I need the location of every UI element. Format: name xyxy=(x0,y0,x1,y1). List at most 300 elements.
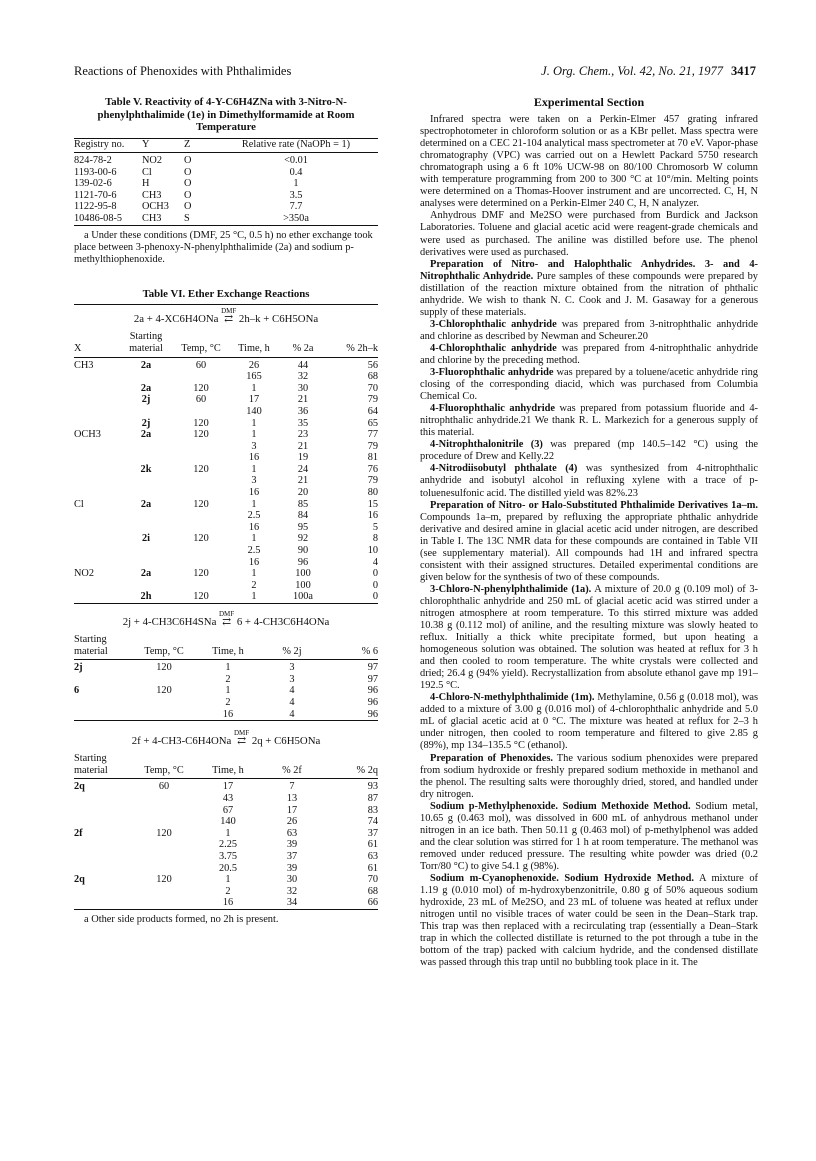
table-cell: 60 xyxy=(195,359,207,371)
table-cell: 63 xyxy=(286,827,298,839)
table-cell: Cl xyxy=(74,498,84,510)
table-cell: 2a xyxy=(140,359,152,371)
table-row xyxy=(74,371,378,383)
table-cell xyxy=(132,793,196,805)
table-cell: 35 xyxy=(297,417,309,429)
running-header: Reactions of Phenoxides with Phthalimides xyxy=(74,64,292,78)
paragraph-lead: 3-Chlorophthalic anhydride xyxy=(430,318,557,330)
table-cell: NO2 xyxy=(74,568,95,580)
table-cell: O xyxy=(184,189,192,201)
right-column xyxy=(420,96,758,969)
table-row xyxy=(74,510,378,522)
table-cell: 10 xyxy=(367,545,378,557)
table-cell xyxy=(74,406,118,418)
table-cell: 2f xyxy=(74,827,83,839)
table-cell xyxy=(74,394,118,406)
table-cell xyxy=(74,805,132,817)
table-cell: >350a xyxy=(283,213,309,225)
paragraph-text: Compounds 1a–m, prepared by refluxing the appropriate phthalic anhydride derivative and desired amine in glacial acetic acid under nitrogen, are described in Table I. The 13C NMR data for these compounds are contained in Table VII (see supplementary material). All compounds had 1H and infrared spectra consistent with their assigned structures. Detailed experimental conditions are given below for the synthesis of two of these compounds. xyxy=(420,511,758,583)
table-cell: 4 xyxy=(372,556,378,568)
table-cell xyxy=(174,545,228,557)
table-cell: 2.5 xyxy=(247,510,261,522)
table-cell: 16 xyxy=(248,556,260,568)
column-header: X xyxy=(74,342,82,354)
table-cell: 0.4 xyxy=(289,166,303,178)
table-cell: 2a xyxy=(140,568,152,580)
table-row xyxy=(74,441,378,453)
table-cell: Cl xyxy=(142,166,152,178)
paragraph xyxy=(420,584,758,692)
table-cell: 2j xyxy=(74,662,83,674)
table-cell: 120 xyxy=(193,591,209,603)
table-cell: 32 xyxy=(297,371,309,383)
table-cell xyxy=(174,441,228,453)
table-row xyxy=(74,360,378,372)
table-cell: S xyxy=(184,213,190,225)
paragraph-lead: Sodium m-Cyanophenoxide. Sodium Hydroxide Method. xyxy=(430,873,694,884)
table-cell xyxy=(132,674,196,686)
table-row xyxy=(74,557,378,569)
table-cell: 67 xyxy=(222,804,234,816)
table-cell: O xyxy=(184,155,192,167)
paragraph xyxy=(420,463,758,499)
table-cell: 19 xyxy=(297,452,309,464)
paragraph xyxy=(420,439,758,463)
table-cell: 23 xyxy=(297,429,309,441)
table-cell: 16 xyxy=(248,487,260,499)
experimental-text xyxy=(420,114,758,969)
table-cell: 87 xyxy=(367,793,378,805)
paragraph-text: was prepared from 3-nitrophthalic anhydride and chlorine as described by Newman and Scheurer.20 xyxy=(420,318,758,342)
table-row xyxy=(74,545,378,557)
paragraph xyxy=(420,500,758,584)
table-cell: 61 xyxy=(367,839,378,851)
paragraph xyxy=(420,210,758,258)
table-row xyxy=(74,674,378,686)
table-cell: 120 xyxy=(193,382,209,394)
table-cell xyxy=(74,441,118,453)
column-header: Y xyxy=(142,138,150,150)
table-cell xyxy=(132,839,196,851)
table5-caption: Table V. Reactivity of 4-Y-C6H4ZNa with 3-Nitro-N-phenylphthalimide (1e) in Dimethylformamide at Room Temperature xyxy=(97,96,355,133)
table-cell: 97 xyxy=(367,673,378,685)
table-cell: 26 xyxy=(286,816,298,828)
table-cell: 1 xyxy=(225,662,231,674)
table-cell: 66 xyxy=(367,897,378,909)
paragraph xyxy=(420,114,758,210)
table-cell: 3 xyxy=(289,662,295,674)
table-row xyxy=(74,580,378,592)
table-cell xyxy=(74,510,118,522)
table-row xyxy=(74,475,378,487)
table-row xyxy=(74,499,378,511)
column-header: Time, h xyxy=(212,645,244,657)
paragraph xyxy=(420,692,758,752)
table-row xyxy=(74,793,378,805)
table-cell: 80 xyxy=(367,487,378,499)
column-header: Temp, °C xyxy=(181,342,221,354)
column-header: Temp, °C xyxy=(144,645,184,657)
table-row xyxy=(74,418,378,430)
paragraph-lead: 4-Chlorophthalic anhydride xyxy=(430,342,557,354)
table-cell: 21 xyxy=(297,475,309,487)
table-cell xyxy=(74,487,118,499)
table-row xyxy=(74,383,378,395)
table-cell: 2j xyxy=(141,417,151,429)
table-row xyxy=(74,662,378,674)
table-cell xyxy=(118,487,174,499)
table-cell: 60 xyxy=(195,394,207,406)
table-row xyxy=(74,190,378,202)
table-cell: 4 xyxy=(289,685,295,697)
paragraph-lead: 4-Nitrophthalonitrile (3) xyxy=(430,439,543,451)
table-row xyxy=(74,897,378,909)
table-cell: 120 xyxy=(193,498,209,510)
table-row xyxy=(74,178,378,190)
table-cell xyxy=(74,897,132,909)
table-cell: 60 xyxy=(158,781,170,793)
paragraph-lead: Preparation of Phenoxides. xyxy=(430,752,553,764)
column-header: Starting material xyxy=(74,753,108,776)
table-cell: 3 xyxy=(251,475,257,487)
table5-footnote: a Under these conditions (DMF, 25 °C, 0.5 h) no ether exchange took place between 3-phenoxy-N-phenylphthalimide (2a) and sodium p-methylthiophenoxide. xyxy=(74,229,373,265)
table-cell xyxy=(74,522,118,534)
table-cell: 43 xyxy=(222,793,234,805)
table-cell: 1 xyxy=(225,685,231,697)
table-cell: 26 xyxy=(248,359,260,371)
left-column xyxy=(74,96,378,926)
table-cell: 20 xyxy=(297,487,309,499)
table-cell: 3 xyxy=(251,440,257,452)
table-cell: 39 xyxy=(286,839,298,851)
table5 xyxy=(74,139,378,225)
table-cell: 30 xyxy=(297,382,309,394)
column-header: % 2j xyxy=(282,645,302,657)
table-row xyxy=(74,697,378,709)
table-cell: 2i xyxy=(141,533,150,545)
table-cell: 61 xyxy=(367,862,378,874)
table-cell: 63 xyxy=(367,851,378,862)
paragraph-text: was prepared by a toluene/acetic anhydride ring closing of the corresponding diacid, which was purchased from Columbia Chemical Co. xyxy=(420,367,758,403)
column-header: Temp, °C xyxy=(144,764,184,776)
table-cell xyxy=(132,863,196,875)
table-cell xyxy=(118,557,174,569)
table-cell: 120 xyxy=(156,685,172,697)
table-cell: 70 xyxy=(367,382,378,394)
table-cell xyxy=(74,418,118,430)
table-row xyxy=(74,406,378,418)
table-cell: 64 xyxy=(367,405,378,417)
table-cell: 2 xyxy=(251,579,257,591)
table-cell xyxy=(174,371,228,383)
table-cell: 7 xyxy=(289,781,295,793)
table-cell: 20.5 xyxy=(218,862,238,874)
table-cell: 17 xyxy=(286,804,298,816)
section-title: Experimental Section xyxy=(533,95,645,109)
table-cell: 68 xyxy=(367,885,378,897)
paragraph-lead: 4-Fluorophthalic anhydride xyxy=(430,403,555,415)
table-cell: 7.7 xyxy=(289,201,303,213)
table-cell: 1121-70-6 xyxy=(74,189,117,201)
table-cell xyxy=(74,709,132,721)
paragraph-lead: 3-Fluorophthalic anhydride xyxy=(430,367,554,379)
table-row xyxy=(74,522,378,534)
table-cell xyxy=(132,805,196,817)
table-cell: 68 xyxy=(367,371,378,383)
table6-part3 xyxy=(74,753,378,909)
paragraph xyxy=(420,403,758,439)
table-cell xyxy=(118,545,174,557)
table-cell xyxy=(118,371,174,383)
table-cell: 1 xyxy=(251,568,257,580)
table-cell xyxy=(74,697,132,709)
table-cell xyxy=(174,580,228,592)
table-cell xyxy=(74,557,118,569)
table-cell: 2a xyxy=(140,382,152,394)
table-cell: 37 xyxy=(367,827,378,839)
table-row xyxy=(74,805,378,817)
table-cell: 100a xyxy=(292,591,313,603)
table-cell: 97 xyxy=(367,662,378,674)
table-cell xyxy=(74,545,118,557)
table-cell: 92 xyxy=(297,533,309,545)
table-cell xyxy=(74,851,132,863)
table-cell: <0.01 xyxy=(284,155,308,167)
table-row xyxy=(74,487,378,499)
table-cell: 2 xyxy=(225,697,231,709)
table-cell: 16 xyxy=(248,452,260,464)
table-row xyxy=(74,591,378,603)
table-cell: 1 xyxy=(293,178,299,190)
table-cell: 4 xyxy=(289,697,295,709)
table-row xyxy=(74,781,378,793)
table-cell: 1122-95-8 xyxy=(74,201,117,213)
paragraph xyxy=(420,873,758,969)
column-header: Z xyxy=(184,138,191,150)
table-cell: 1 xyxy=(225,827,231,839)
table-row xyxy=(74,167,378,179)
paragraph-lead: Sodium p-Methylphenoxide. Sodium Methoxide Method. xyxy=(430,800,691,812)
table-cell: 10486-08-5 xyxy=(74,213,123,225)
table-row xyxy=(74,863,378,875)
table-cell: OCH3 xyxy=(74,429,101,441)
table-row xyxy=(74,533,378,545)
table6-equation-3: 2f + 4-CH3-C6H4ONa DMF ⇄ 2q + C6H5ONa xyxy=(131,729,321,748)
table-cell xyxy=(74,371,118,383)
table-row xyxy=(74,155,378,167)
table-cell: 79 xyxy=(367,475,378,487)
table-cell: 96 xyxy=(367,697,378,709)
table-cell: O xyxy=(184,201,192,213)
table-cell: 2a xyxy=(140,498,152,510)
paragraph-lead: Preparation of Nitro- and Halophthalic Anhydrides. 3- and 4-Nitrophthalic Anhydride. xyxy=(420,258,758,282)
table-cell: 6 xyxy=(74,685,80,697)
table-cell: 120 xyxy=(193,463,209,475)
table-cell: 139-02-6 xyxy=(74,178,112,190)
table-cell xyxy=(174,452,228,464)
table-cell: 16 xyxy=(248,521,260,533)
table-cell xyxy=(132,697,196,709)
table-cell: 2j xyxy=(141,394,151,406)
paragraph-lead: 3-Chloro-N-phenylphthalimide (1a). xyxy=(430,583,592,595)
table-cell: 96 xyxy=(297,556,309,568)
table-cell xyxy=(74,839,132,851)
table-cell: O xyxy=(184,178,192,190)
table-cell xyxy=(74,591,118,603)
column-header: Relative rate (NaOPh = 1) xyxy=(241,138,351,150)
table-cell: 4 xyxy=(289,708,295,720)
table-cell: 83 xyxy=(367,804,378,816)
table-cell: 77 xyxy=(367,429,378,441)
table-row xyxy=(74,213,378,225)
table-cell xyxy=(74,793,132,805)
table-row xyxy=(74,394,378,406)
table-cell: 100 xyxy=(295,568,311,580)
table-cell: 21 xyxy=(297,440,309,452)
table-cell xyxy=(132,709,196,721)
paragraph-lead: 4-Chloro-N-methylphthalimide (1m). xyxy=(430,692,595,704)
column-header: Time, h xyxy=(238,342,270,354)
table-cell: 16 xyxy=(367,510,378,522)
table-row xyxy=(74,568,378,580)
table-cell xyxy=(174,557,228,569)
table-cell xyxy=(74,674,132,686)
table-row xyxy=(74,429,378,441)
table-cell: 90 xyxy=(297,545,309,557)
table-cell xyxy=(74,464,118,476)
column-header: % 2a xyxy=(292,342,314,354)
table-row xyxy=(74,685,378,697)
paragraph-text: Pure samples of these compounds were prepared by distillation of the reaction mixture obtained from the nitration of phthalic anhydride. We wish to thank N. C. Cook and J. M. Gasaway for a generous supply of these materials. xyxy=(420,270,758,318)
paragraph xyxy=(420,753,758,801)
table-cell: 2.5 xyxy=(247,545,261,557)
table-cell: 1 xyxy=(251,533,257,545)
paragraph-text: The various sodium phenoxides were prepared from sodium hydroxide or freshly prepared sodium methoxide in methanol and the phenol. The resulting salts were thoroughly dried, stored, and handled under dry nitrogen. xyxy=(420,752,758,800)
table-cell: 165 xyxy=(246,371,262,383)
table-cell: CH3 xyxy=(74,359,94,371)
table-cell: 17 xyxy=(248,394,260,406)
table-row xyxy=(74,839,378,851)
table-cell: 15 xyxy=(367,498,378,510)
table6-part2 xyxy=(74,634,378,720)
table-cell: 13 xyxy=(286,793,298,805)
column-header: Registry no. xyxy=(74,138,125,150)
table-cell xyxy=(132,897,196,909)
table-cell: 3.75 xyxy=(218,851,238,862)
table-cell xyxy=(132,816,196,828)
table-cell xyxy=(132,886,196,898)
table-cell xyxy=(174,522,228,534)
paragraph-text: Anhydrous DMF and Me2SO were purchased from Burdick and Jackson Laboratories. Toluene and glacial acetic acid were reagent-grade chemicals and were used as purchased. The aniline was distilled before use. The phenol derivatives were used as purchased. xyxy=(420,210,758,258)
table-row xyxy=(74,464,378,476)
column-header: % 2q xyxy=(356,764,378,776)
table-cell: 37 xyxy=(286,851,298,862)
table-cell: 2h xyxy=(140,591,152,603)
table6-part1 xyxy=(74,331,378,603)
table-cell: 70 xyxy=(367,874,378,886)
table-cell: 0 xyxy=(372,591,378,603)
column-header: Time, h xyxy=(212,764,244,776)
table-cell: 3.5 xyxy=(289,189,303,201)
table-cell: 79 xyxy=(367,440,378,452)
table-cell xyxy=(118,441,174,453)
table-cell: 30 xyxy=(286,874,298,886)
table-cell: O xyxy=(184,166,192,178)
table-cell xyxy=(118,475,174,487)
table-cell: 120 xyxy=(193,417,209,429)
table-cell xyxy=(74,816,132,828)
table-cell: NO2 xyxy=(142,155,163,167)
table-cell xyxy=(118,406,174,418)
column-header: Starting material xyxy=(74,634,108,657)
paragraph-text: was prepared from 4-nitrophthalic anhydride and chlorine by the preceding method. xyxy=(420,342,758,366)
journal-citation xyxy=(541,64,756,79)
table-row xyxy=(74,709,378,721)
table-cell xyxy=(74,383,118,395)
paragraph-text: was synthesized from 4-nitrophthalic anhydride and isobutyl alcohol in refluxing xylene with a trace of p-toluenesulfonic acid. The distilled yield was 82%.23 xyxy=(420,463,758,499)
table6-equation-2: 2j + 4-CH3C6H4SNa DMF ⇄ 6 + 4-CH3C6H4ONa xyxy=(122,610,330,628)
table-cell: 36 xyxy=(297,405,309,417)
table-row xyxy=(74,828,378,840)
table-cell: 79 xyxy=(367,394,378,406)
paragraph-text: Methylamine, 0.56 g (0.018 mol), was added to a mixture of 3.00 g (0.016 mol) of 4-chlorophthalic anhydride and 5.0 mL of glacial acetic acid at 0 °C. The mixture was heated at reflux for 2–3 h under nitrogen, then cooled to room temperature and filtered to give 2.85 g (89%), mp 134–135.5 °C (ethanol). xyxy=(420,692,758,752)
column-header: Starting material xyxy=(129,331,163,354)
table-row xyxy=(74,874,378,886)
journal-name: J. Org. Chem., Vol. 42, No. 21, 1977 xyxy=(541,64,723,78)
paragraph-text: A mixture of 1.19 g (0.010 mol) of m-hydroxybenzonitrile, 0.80 g of 50% aqueous sodium hydroxide, 23 mL of Me2SO, and 23 mL of toluene was heated at reflux under nitrogen until no visible traces of water could be seen in the Dean–Stark trap. This trap was then replaced with a recirculating trap (essentially a Dean–Stark trap in which the collected distillate is returned to the pot through a tube in the bottom of the trap) packed with calcium hydride, and the condensed distillate was passed through this trap until no bubbling took place in it. The xyxy=(420,873,759,969)
table-cell: 74 xyxy=(367,816,378,828)
column-header: % 2h–k xyxy=(346,342,378,354)
table-cell: 2k xyxy=(140,463,152,475)
table-cell xyxy=(74,452,118,464)
table-cell xyxy=(118,452,174,464)
table-cell xyxy=(174,487,228,499)
table-cell: 95 xyxy=(297,521,309,533)
table-cell xyxy=(118,522,174,534)
table-cell: 0 xyxy=(372,568,378,580)
paragraph-lead: 4-Nitrodiisobutyl phthalate (4) xyxy=(430,463,578,475)
table-cell: 2 xyxy=(225,885,231,897)
table-cell: 81 xyxy=(367,452,378,464)
paragraph-text: was prepared from potassium fluoride and 4-nitrophthalic anhydride.21 We thank R. L. Markezich for a generous supply of this material. xyxy=(420,403,758,439)
column-header: % 2f xyxy=(282,764,302,776)
table-cell: 2 xyxy=(225,673,231,685)
paragraph xyxy=(420,801,758,873)
table-cell: 0 xyxy=(372,579,378,591)
table-cell: 2a xyxy=(140,429,152,441)
table-cell: 5 xyxy=(372,521,378,533)
table-cell: 24 xyxy=(297,463,309,475)
table-cell: 140 xyxy=(220,816,236,828)
table-cell: OCH3 xyxy=(142,201,169,213)
table-cell: 8 xyxy=(372,533,378,545)
table-row xyxy=(74,851,378,863)
table-cell: 1 xyxy=(251,498,257,510)
table-cell: 1 xyxy=(225,874,231,886)
table-row xyxy=(74,886,378,898)
paragraph xyxy=(420,343,758,367)
table-cell: CH3 xyxy=(142,189,162,201)
table-cell xyxy=(74,863,132,875)
table-cell: 96 xyxy=(367,685,378,697)
table-cell: 96 xyxy=(367,708,378,720)
paragraph xyxy=(420,367,758,403)
paragraph-text: A mixture of 20.0 g (0.109 mol) of 3-chlorophthalic anhydride and 250 mL of glacial acetic acid was stirred under a nitrogen atmosphere at room temperature. To this stirred mixture was added 10.38 g (0.112 mol) of aniline, and the resulting mixture was slowly heated to reflux. Initially a thick white precipitate formed, but upon heating a homogeneous solution was obtained. The solution was heated at reflux for 3 h and then cooled to room temperature. The white crystals were collected and dried; 26.4 g (94% yield). Recrystallization from absolute ethanol gave mp 191–192.5 °C. xyxy=(420,583,758,692)
table-cell: 2q xyxy=(74,874,85,886)
table-cell: H xyxy=(142,178,150,190)
table-cell: 2.25 xyxy=(218,839,238,851)
table-cell: 56 xyxy=(367,359,378,371)
